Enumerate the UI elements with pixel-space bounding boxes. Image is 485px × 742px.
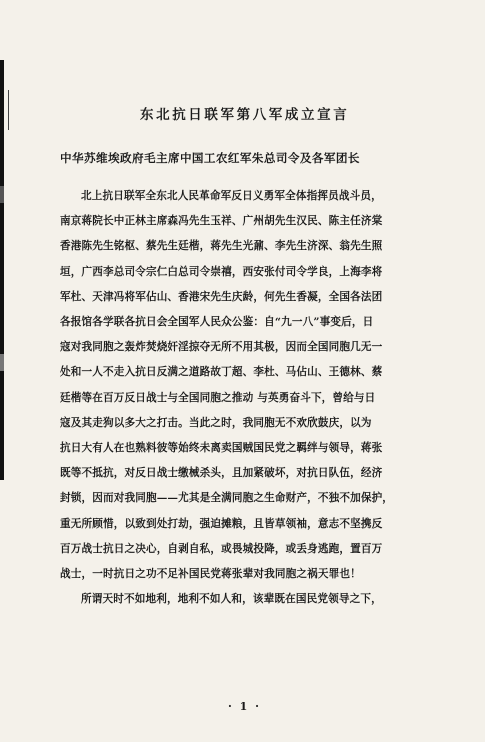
body-line: 所谓天时不如地利，地利不如人和，该辈既在国民党领导之下， <box>81 593 382 606</box>
body-line: 北上抗日联军全东北人民革命军反日义勇军全体指挥员战斗员， <box>81 190 382 202</box>
body-line: 各报馆各学联各抗日会全国军人民众公鉴：自“九一八”事变后，日 <box>60 316 374 329</box>
body-line: 战士，一时抗日之功不足补国民党蒋张辈对我同胞之祸天罪也！ <box>60 568 361 581</box>
body-line: 寇对我同胞之轰炸焚烧奸淫掠夺无所不用其极，因而全国同胞几无一 <box>60 341 383 354</box>
document-title: 东北抗日联军第八军成立宣言 <box>140 107 350 123</box>
body-line: 重无所顾惜，以致到处打劫，强迫摊粮，且皆草领袖，意志不坚携反 <box>60 517 383 530</box>
page-binding-edge <box>0 60 4 480</box>
page-binding-mark <box>8 90 9 130</box>
body-line: 南京蒋院长中正林主席森冯先生玉祥、广州胡先生汉民、陈主任济棠 <box>60 215 383 228</box>
body-line: 百万战士抗日之决心，自剥自私，或畏城投降，或丢身逃跑，置百万 <box>60 542 383 555</box>
body-line: 抗日大有人在也熟料彼等始终未离卖国贼国民党之羁绊与领导，蒋张 <box>60 442 383 455</box>
body-line: 廷楷等在百万反日战士与全国同胞之推动 与英勇奋斗下，曾给与日 <box>60 391 376 404</box>
document-body <box>60 184 440 612</box>
body-line: 军杜、天津冯将军佔山、香港宋先生庆龄，何先生香凝，全国各法团 <box>60 290 383 303</box>
body-line: 封锁，因而对我同胞——尤其是全满同胞之生命财产，不独不加保护， <box>60 492 394 505</box>
salutation-line: 中华苏维埃政府毛主席中国工农红军朱总司令及各军团长 <box>60 151 360 165</box>
body-line: 寇及其走狗以多大之打击。当此之时，我同胞无不欢欣鼓庆，以为 <box>60 416 372 429</box>
body-line: 既等不抵抗，对反日战士缴械杀头，且加紧破坏，对抗日队伍，经济 <box>60 467 383 480</box>
page-number: · 1 · <box>228 700 261 713</box>
body-line: 处和一人不走入抗日反满之道路故丁超、李杜、马佔山、王德林、蔡 <box>60 366 383 379</box>
body-line: 香港陈先生铭枢、蔡先生廷楷，蒋先生光鼐、李先生济深、翁先生照 <box>60 240 383 253</box>
body-line: 垣，广西李总司令宗仁白总司令崇禧，西安张付司令学良，上海李将 <box>60 265 383 278</box>
